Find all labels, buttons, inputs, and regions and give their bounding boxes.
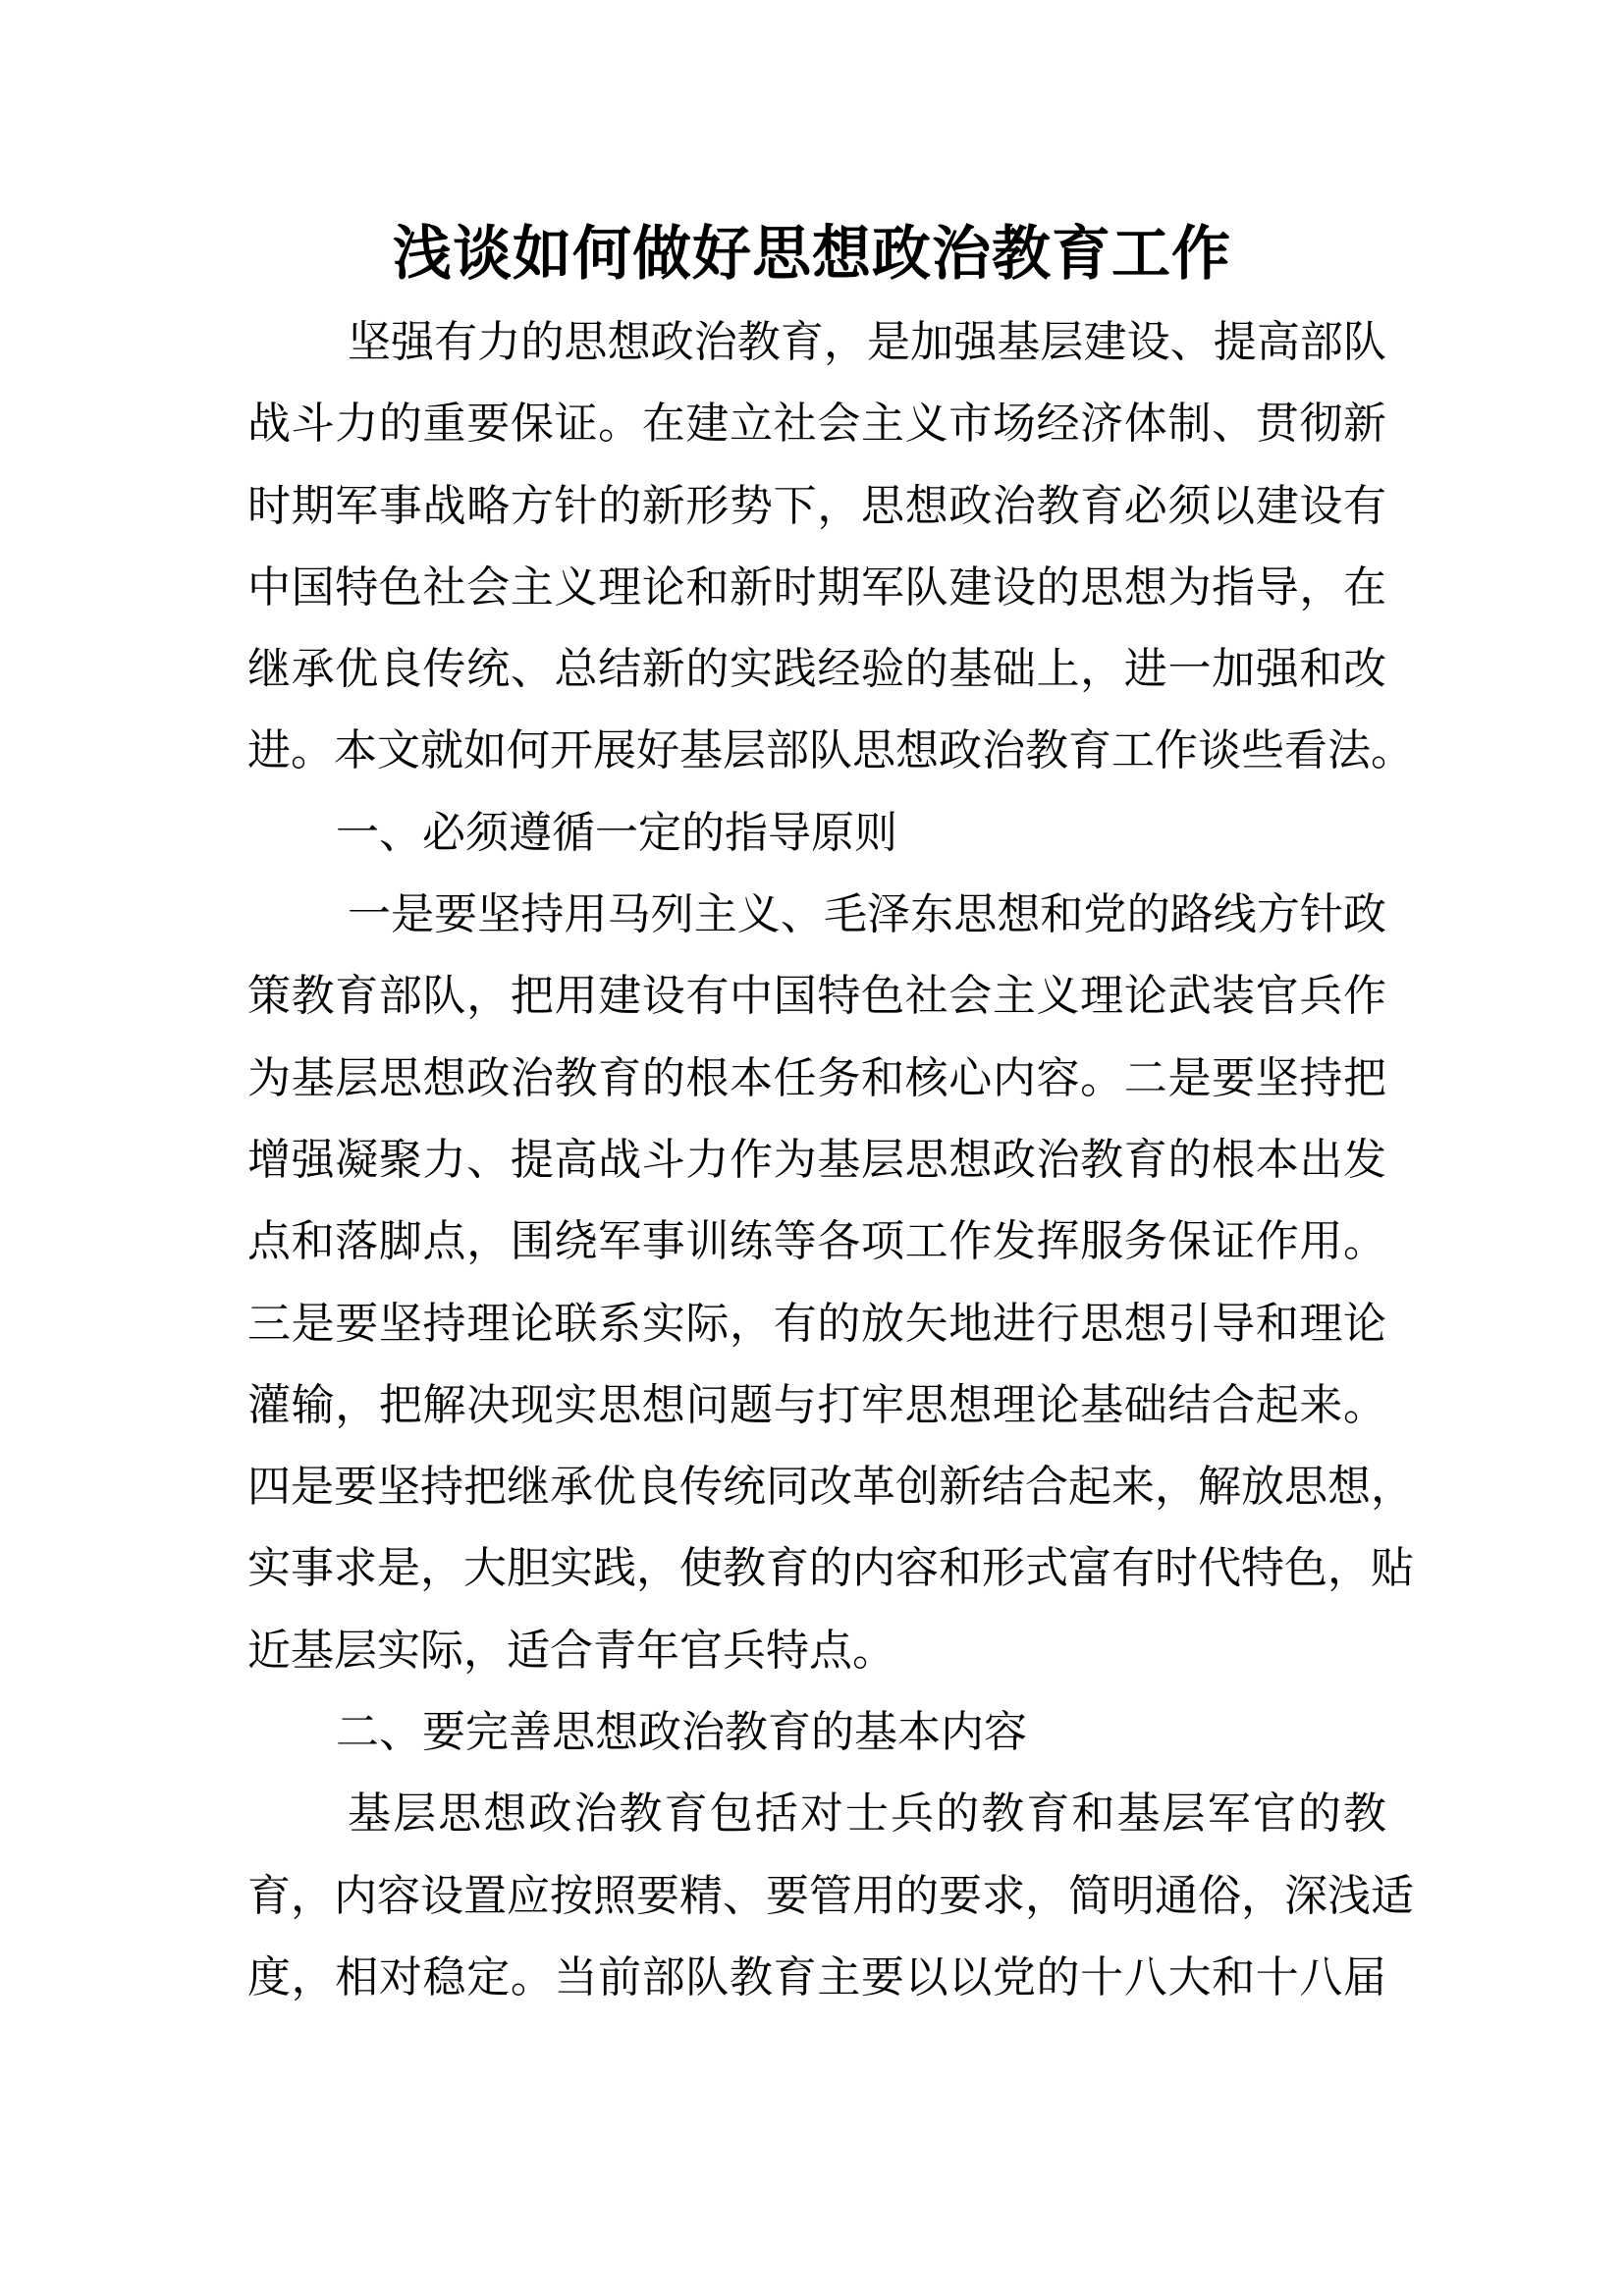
text-line: 基层思想政治教育包括对士兵的教育和基层军官的教 [348, 1789, 1386, 1840]
text-line: 策教育部队，把用建设有中国特色社会主义理论武装官兵作 [247, 971, 1386, 1022]
section-heading: 一、必须遵循一定的指导原则 [336, 807, 897, 858]
text-line: 增强凝聚力、提高战斗力作为基层思想政治教育的根本出发 [247, 1134, 1386, 1185]
text-line: 战斗力的重要保证。在建立社会主义市场经济体制、贯彻新 [247, 399, 1386, 450]
text-line: 度，相对稳定。当前部队教育主要以以党的十八大和十八届 [247, 1951, 1386, 2002]
text-line: 实事求是，大胆实践，使教育的内容和形式富有时代特色，贴 [247, 1543, 1414, 1594]
document-body [247, 301, 1414, 2018]
text-line: 为基层思想政治教育的根本任务和核心内容。二是要坚持把 [247, 1052, 1386, 1103]
document-title: 浅谈如何做好思想政治教育工作 [393, 220, 1231, 289]
text-line: 育，内容设置应按照要精、要管用的要求，简明通俗，深浅适 [247, 1870, 1414, 1921]
text-line: 四是要坚持把继承优良传统同改革创新结合起来，解放思想， [247, 1462, 1414, 1513]
text-line: 继承优良传统、总结新的实践经验的基础上，进一加强和改 [247, 644, 1386, 695]
text-line: 坚强有力的思想政治教育，是加强基层建设、提高部队 [348, 317, 1386, 367]
text-line: 中国特色社会主义理论和新时期军队建设的思想为指导，在 [247, 561, 1386, 613]
text-line: 时期军事战略方针的新形势下，思想政治教育必须以建设有 [247, 480, 1386, 531]
text-line: 三是要坚持理论联系实际，有的放矢地进行思想引导和理论 [247, 1298, 1386, 1349]
text-line: 灌输，把解决现实思想问题与打牢思想理论基础结合起来。 [247, 1379, 1386, 1430]
section-heading: 二、要完善思想政治教育的基本内容 [336, 1707, 1027, 1758]
text-line: 进。本文就如何开展好基层部队思想政治教育工作谈些看法。 [247, 725, 1414, 776]
text-line: 近基层实际，适合青年官兵特点。 [247, 1625, 895, 1676]
text-line: 点和落脚点，围绕军事训练等各项工作发挥服务保证作用。 [247, 1216, 1386, 1267]
text-line: 一是要坚持用马列主义、毛泽东思想和党的路线方针政 [348, 889, 1386, 940]
